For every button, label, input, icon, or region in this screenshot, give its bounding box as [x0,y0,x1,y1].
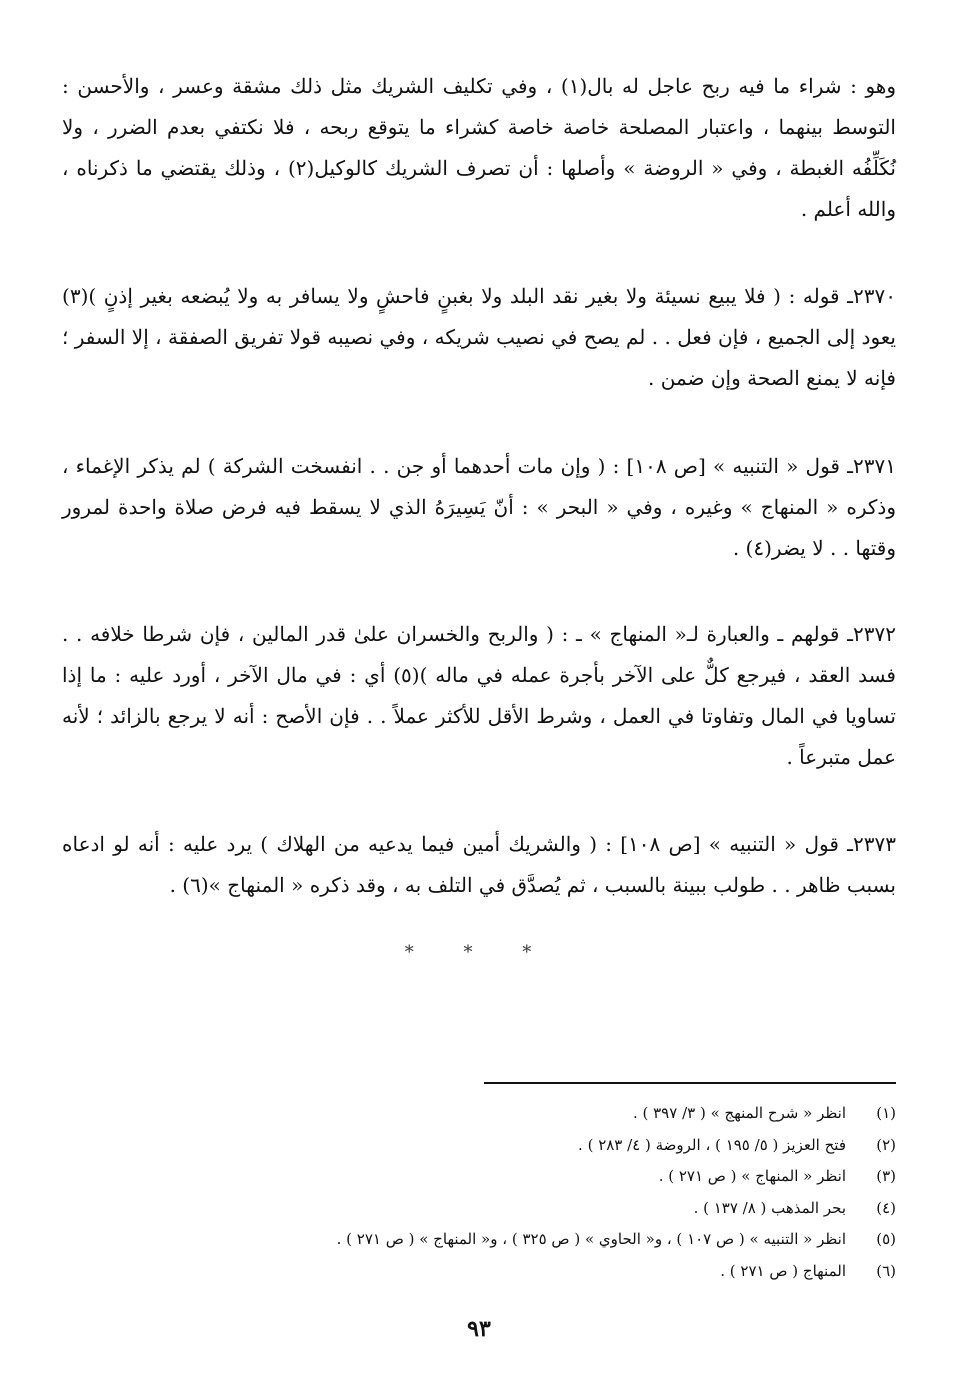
paragraph-2370: ٢٣٧٠ـ قوله : ( فلا يبيع نسيئة ولا بغير نقد البلد ولا بغبنٍ فاحشٍ ولا يسافر به ولا يُبضعه بغير إذنٍ )(٣) يعود إلى الجميع ، فإن فعل . . لم يصح في نصيب شريكه ، وفي نصيبه قولا تفريق الصفقة ، إلا السفر ؛ فإنه لا يمنع الصحة وإن ضمن . [62,284,896,390]
footnote-text: بحر المذهب ( ٨/ ١٣٧ ) . [693,1198,846,1217]
footnote-number: (٣) [876,1167,896,1185]
footnote-item [62,1256,896,1288]
footnote-number: (٦) [876,1261,896,1280]
footnote-rule [484,1082,896,1084]
paragraph-2373: ٢٣٧٣ـ قول « التنبيه » [ص ١٠٨] : ( والشريك أمين فيما يدعيه من الهلاك ) يرد عليه : أنه لو ادعاه بسبب ظاهر . . طولب ببينة بالسبب ، ثم يُصدَّق في التلف به ، وقد ذكره « المنهاج »(٦) . [62,832,896,897]
footnote-item [62,1161,896,1193]
footnote-number: (٥) [876,1230,896,1248]
footnote-text: انظر « المنهاج » ( ص ٢٧١ ) . [658,1167,846,1185]
footnote-item [62,1224,896,1256]
footnote-text: انظر « التنبيه » ( ص ١٠٧ ) ، و« الحاوي » ( ص ٣٢٥ ) ، و« المنهاج » ( ص ٢٧١ ) . [336,1230,846,1248]
footnote-text: انظر « شرح المنهج » ( ٣/ ٣٩٧ ) . [632,1104,846,1122]
footnote-number: (٤) [876,1198,896,1217]
paragraph-continuation: وهو : شراء ما فيه ربح عاجل له بال(١) ، وفي تكليف الشريك مثل ذلك مشقة وعسر ، والأحسن : التوسط بينهما ، واعتبار المصلحة خاصة خاصة كشراء ما يتوقع ربحه ، فلا نكتفي بعدم الضرر ، ولا نُكَلِّفُه الغبطة ، وفي « الروضة » وأصلها : أن تصرف الشريك كالوكيل(٢) ، وذلك يقتضي ما ذكرناه ، والله أعلم . [62,74,896,221]
section-separator: * * * [404,942,554,963]
footnote-item [62,1130,896,1162]
footnote-number: (٢) [876,1135,896,1154]
book-page [62,62,896,1362]
paragraph-2372: ٢٣٧٢ـ قولهم ـ والعبارة لـ« المنهاج » ـ : ( والربح والخسران علىٰ قدر المالين ، فإن شرطا خلافه . . فسد العقد ، فيرجع كلٌّ على الآخر بأجرة عمله في ماله )(٥) أي : في مال الآخر ، أورد عليه : ما إذا تساويا في المال وتفاوتا في العمل ، وشرط الأقل للأكثر عملاً . . فإن الأصح : أنه لا يرجع بالزائد ؛ لأنه عمل متبرعاً . [62,622,896,769]
footnotes-list [62,1098,896,1287]
footnote-text: المنهاج ( ص ٢٧١ ) . [720,1261,846,1280]
footnote-item [62,1098,896,1130]
footnote-item [62,1193,896,1225]
footnote-number: (١) [876,1104,896,1122]
page-number: ٩٣ [467,1316,491,1342]
footnote-text: فتح العزيز ( ٥/ ١٩٥ ) ، الروضة ( ٤/ ٢٨٣ ) . [578,1135,846,1154]
paragraph-2371: ٢٣٧١ـ قول « التنبيه » [ص ١٠٨] : ( وإن مات أحدهما أو جن . . انفسخت الشركة ) لم يذكر الإغماء ، وذكره « المنهاج » وغيره ، وفي « البحر » : أنّ يَسِيرَهُ الذي لا يسقط فيه فرض صلاة واحدة لمرور وقتها . . لا يضر(٤) . [62,454,897,560]
